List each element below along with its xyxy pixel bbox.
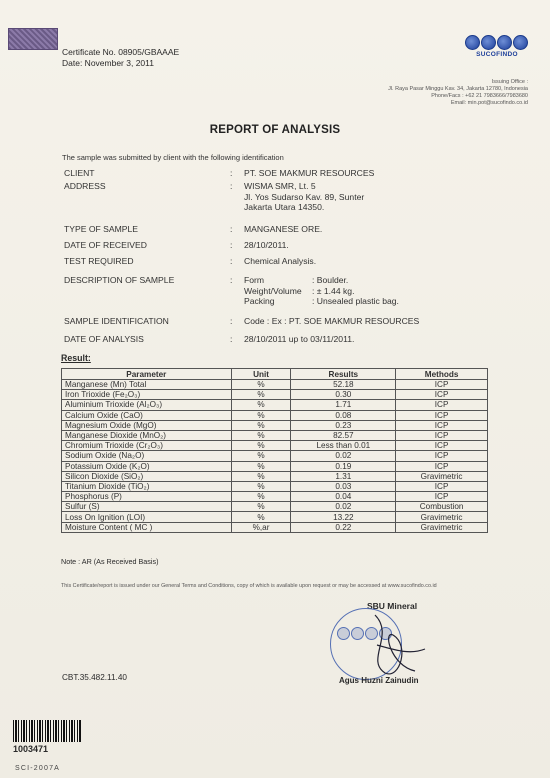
unit-cell: % <box>231 410 291 420</box>
colon: : <box>230 181 233 191</box>
parameter-cell: Aluminium Trioxide (Al₂O₃) <box>62 400 232 410</box>
note-text: Note : AR (As Received Basis) <box>61 557 159 566</box>
packing-key: Packing <box>244 296 275 306</box>
client-value: PT. SOE MAKMUR RESOURCES <box>244 168 375 178</box>
method-cell: ICP <box>396 420 488 430</box>
form-code: SCI-2007A <box>15 765 61 772</box>
table-row <box>62 522 488 532</box>
result-cell: 1.71 <box>291 400 396 410</box>
result-cell: Less than 0.01 <box>291 441 396 451</box>
result-cell: 0.08 <box>291 410 396 420</box>
unit-cell: % <box>231 512 291 522</box>
result-cell: 0.23 <box>291 420 396 430</box>
table-row <box>62 420 488 430</box>
parameter-cell: Chromium Trioxide (Cr₂O₃) <box>62 441 232 451</box>
table-row <box>62 380 488 390</box>
method-cell: ICP <box>396 380 488 390</box>
globe-icon <box>465 35 529 50</box>
parameter-cell: Moisture Content ( MC ) <box>62 522 232 532</box>
office-email-line: Email: min.pot@sucofindo.co.id <box>450 100 528 106</box>
column-header-results: Results <box>291 369 396 380</box>
issuing-office-label: Issuing Office : <box>491 79 528 85</box>
colon: : <box>230 334 233 344</box>
colon: : <box>230 240 233 250</box>
unit-cell: % <box>231 461 291 471</box>
description-values <box>244 275 399 307</box>
parameter-cell: Iron Trioxide (Fe₂O₃) <box>62 390 232 400</box>
table-row <box>62 481 488 491</box>
results-table-body <box>62 380 488 533</box>
office-phone-line: Phone/Facs : +62 21 7983666/7983680 <box>431 93 528 99</box>
parameter-cell: Potassium Oxide (K₂O) <box>62 461 232 471</box>
table-header-row <box>62 369 488 380</box>
method-cell: ICP <box>396 400 488 410</box>
report-title: REPORT OF ANALYSIS <box>209 124 341 136</box>
result-heading: Result: <box>61 353 91 363</box>
client-label: CLIENT <box>64 168 95 178</box>
results-table <box>61 368 488 533</box>
method-cell: Gravimetric <box>396 522 488 532</box>
table-row <box>62 461 488 471</box>
colon: : <box>230 168 233 178</box>
method-cell: ICP <box>396 441 488 451</box>
table-row <box>62 390 488 400</box>
unit-cell: % <box>231 380 291 390</box>
table-row <box>62 451 488 461</box>
address-value <box>244 181 364 213</box>
parameter-cell: Magnesium Oxide (MgO) <box>62 420 232 430</box>
weight-value: : ± 1.44 kg. <box>312 285 355 296</box>
office-address-line: Jl. Raya Pasar Minggu Kav. 34, Jakarta 12780, Indonesia <box>388 86 528 92</box>
parameter-cell: Manganese Dioxide (MnO₂) <box>62 430 232 440</box>
unit-cell: % <box>231 481 291 491</box>
parameter-cell: Loss On Ignition (LOI) <box>62 512 232 522</box>
address-line: Jakarta Utara 14350. <box>244 202 325 212</box>
table-row <box>62 471 488 481</box>
unit-cell: % <box>231 420 291 430</box>
method-cell: ICP <box>396 390 488 400</box>
address-line: WISMA SMR, Lt. 5 <box>244 181 316 191</box>
result-cell: 1.31 <box>291 471 396 481</box>
method-cell: ICP <box>396 410 488 420</box>
method-cell: Gravimetric <box>396 471 488 481</box>
parameter-cell: Calcium Oxide (CaO) <box>62 410 232 420</box>
result-cell: 0.04 <box>291 492 396 502</box>
parameter-cell: Sulfur (S) <box>62 502 232 512</box>
unit-cell: % <box>231 400 291 410</box>
handwritten-signature <box>355 605 435 680</box>
result-cell: 0.22 <box>291 522 396 532</box>
parameter-cell: Sodium Oxide (Na₂O) <box>62 451 232 461</box>
unit-cell: %,ar <box>231 522 291 532</box>
method-cell: ICP <box>396 492 488 502</box>
column-header-unit: Unit <box>231 369 291 380</box>
result-cell: 0.02 <box>291 502 396 512</box>
type-of-sample-label: TYPE OF SAMPLE <box>64 224 139 234</box>
method-cell: ICP <box>396 481 488 491</box>
table-row <box>62 492 488 502</box>
date-of-analysis-label: DATE OF ANALYSIS <box>64 334 144 344</box>
cbt-code: CBT.35.482.11.40 <box>62 673 127 682</box>
form-value: : Boulder. <box>312 275 349 285</box>
result-cell: 82.57 <box>291 430 396 440</box>
parameter-cell: Silicon Dioxide (SiO₂) <box>62 471 232 481</box>
certificate-number: Certificate No. 08905/GBAAAE <box>62 47 180 57</box>
colon: : <box>230 275 233 285</box>
barcode-icon <box>13 720 81 742</box>
disclaimer-text: This Certificate/report is issued under our General Terms and Conditions, copy of which is available upon request or may be accessed at www.sucofindo.co.id <box>61 583 437 589</box>
table-row <box>62 400 488 410</box>
sbu-label: SBU Mineral <box>367 601 418 611</box>
result-cell: 0.02 <box>291 451 396 461</box>
date-of-analysis-value: 28/10/2011 up to 03/11/2011. <box>244 334 355 344</box>
signatory-name: Agus Huzni Zainudin <box>339 676 419 685</box>
test-required-label: TEST REQUIRED <box>64 256 134 266</box>
table-row <box>62 430 488 440</box>
parameter-cell: Phosphorus (P) <box>62 492 232 502</box>
colon: : <box>230 256 233 266</box>
table-row <box>62 512 488 522</box>
unit-cell: % <box>231 390 291 400</box>
address-label: ADDRESS <box>64 181 106 191</box>
result-cell: 0.30 <box>291 390 396 400</box>
type-of-sample-value: MANGANESE ORE. <box>244 224 323 234</box>
parameter-cell: Manganese (Mn) Total <box>62 380 232 390</box>
test-required-value: Chemical Analysis. <box>244 256 317 266</box>
colon: : <box>230 316 233 326</box>
sample-identification-value: Code : Ex : PT. SOE MAKMUR RESOURCES <box>244 316 420 326</box>
unit-cell: % <box>231 430 291 440</box>
date-received-label: DATE OF RECEIVED <box>64 240 147 250</box>
column-header-methods: Methods <box>396 369 488 380</box>
date-received-value: 28/10/2011. <box>244 240 289 250</box>
description-label: DESCRIPTION OF SAMPLE <box>64 275 175 285</box>
form-key: Form <box>244 275 265 285</box>
unit-cell: % <box>231 451 291 461</box>
result-cell: 52.18 <box>291 380 396 390</box>
method-cell: ICP <box>396 451 488 461</box>
unit-cell: % <box>231 441 291 451</box>
certificate-date: Date: November 3, 2011 <box>62 58 154 68</box>
method-cell: ICP <box>396 461 488 471</box>
unit-cell: % <box>231 471 291 481</box>
table-row <box>62 410 488 420</box>
sample-identification-label: SAMPLE IDENTIFICATION <box>64 316 169 326</box>
security-hologram-sticker <box>8 28 58 50</box>
colon: : <box>230 224 233 234</box>
parameter-cell: Titanium Dioxide (TiO₂) <box>62 481 232 491</box>
method-cell: Combustion <box>396 502 488 512</box>
unit-cell: % <box>231 492 291 502</box>
issuing-office-block <box>388 79 528 107</box>
barcode-number: 1003471 <box>13 744 49 754</box>
method-cell: Gravimetric <box>396 512 488 522</box>
address-line: Jl. Yos Sudarso Kav. 89, Sunter <box>244 191 365 202</box>
weight-key: Weight/Volume <box>244 285 302 296</box>
packing-value: : Unsealed plastic bag. <box>312 296 399 306</box>
table-row <box>62 502 488 512</box>
method-cell: ICP <box>396 430 488 440</box>
column-header-parameter: Parameter <box>62 369 232 380</box>
logo-wordmark: SUCOFINDO <box>476 51 518 58</box>
intro-text: The sample was submitted by client with the following identification <box>62 153 284 162</box>
unit-cell: % <box>231 502 291 512</box>
result-cell: 0.19 <box>291 461 396 471</box>
result-cell: 13.22 <box>291 512 396 522</box>
sucofindo-logo <box>465 35 529 58</box>
table-row <box>62 441 488 451</box>
result-cell: 0.03 <box>291 481 396 491</box>
